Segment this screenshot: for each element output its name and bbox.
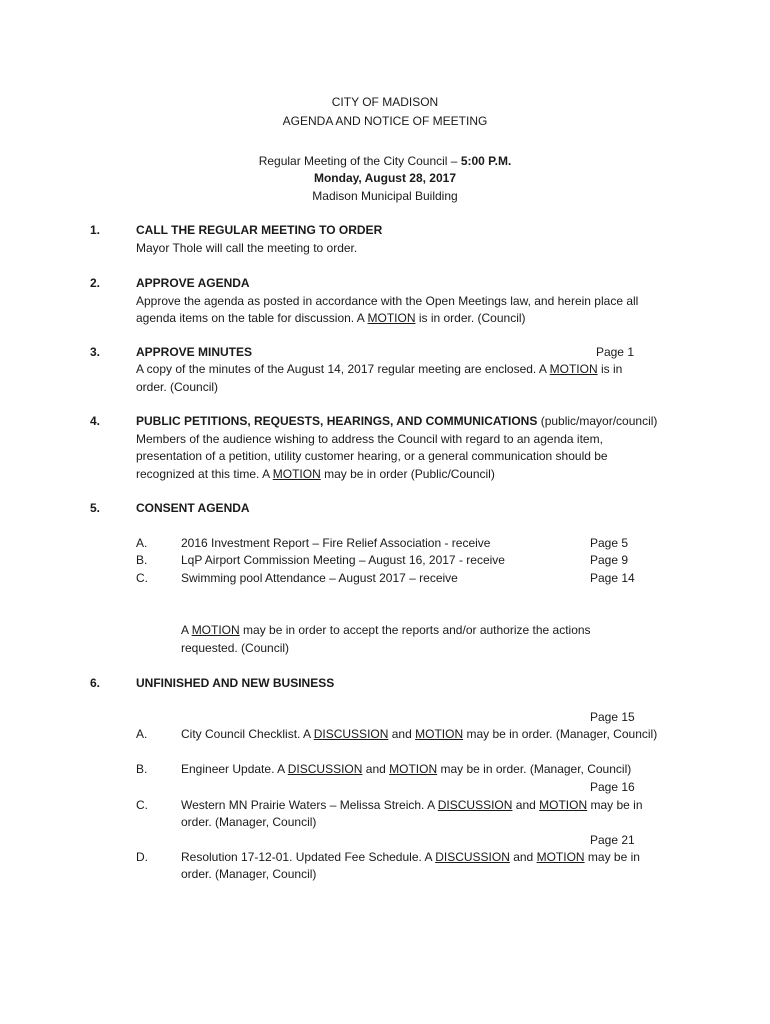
meeting-date: Monday, August 28, 2017 <box>313 171 457 185</box>
item-letter: B. <box>136 553 148 567</box>
document-title: AGENDA AND NOTICE OF MEETING <box>282 114 488 128</box>
section-heading: CONSENT AGENDA <box>136 501 250 515</box>
text-fragment: recognized at this time. A <box>136 467 273 481</box>
text-fragment: may be in <box>587 798 643 812</box>
consent-note: requested. (Council) <box>181 641 290 655</box>
meeting-time: 5:00 P.M. <box>460 154 512 168</box>
page-reference: Page 16 <box>590 780 635 794</box>
section-heading: UNFINISHED AND NEW BUSINESS <box>136 676 335 690</box>
section-number: 5. <box>90 501 101 515</box>
section-text <box>136 310 526 328</box>
motion-term: MOTION <box>536 850 585 864</box>
text-fragment: Resolution 17-12-01. Updated Fee Schedule. A <box>181 850 436 864</box>
section-heading: CALL THE REGULAR MEETING TO ORDER <box>136 223 383 237</box>
consent-item: Swimming pool Attendance – August 2017 – receive <box>181 571 458 585</box>
page-reference: Page 15 <box>590 710 635 724</box>
text-fragment: may be in order. (Manager, Council) <box>437 762 632 776</box>
motion-term: MOTION <box>389 762 438 776</box>
business-item <box>181 726 657 744</box>
page-reference: Page 9 <box>590 553 629 567</box>
text-fragment: and <box>512 798 540 812</box>
motion-term: MOTION <box>367 311 416 325</box>
section-heading: PUBLIC PETITIONS, REQUESTS, HEARINGS, AND COMMUNICATIONS <box>136 414 538 428</box>
meeting-location: Madison Municipal Building <box>312 189 458 203</box>
business-item-continued: order. (Manager, Council) <box>181 815 317 829</box>
text-fragment: may be in <box>584 850 640 864</box>
motion-term: MOTION <box>549 362 598 376</box>
motion-term: MOTION <box>415 727 464 741</box>
text-fragment: Engineer Update. A <box>181 762 288 776</box>
text-fragment: is in order. (Council) <box>415 311 526 325</box>
section-text: Mayor Thole will call the meeting to order. <box>136 241 358 255</box>
section-text: Members of the audience wishing to address the Council with regard to an agenda item, <box>136 432 603 446</box>
motion-term: MOTION <box>272 467 321 481</box>
business-item-continued: order. (Manager, Council) <box>181 867 317 881</box>
discussion-term: DISCUSSION <box>287 762 363 776</box>
text-fragment: Western MN Prairie Waters – Melissa Streich. A <box>181 798 438 812</box>
motion-term: MOTION <box>539 798 588 812</box>
text-fragment: and <box>362 762 390 776</box>
meeting-prefix: Regular Meeting of the City Council – <box>258 154 461 168</box>
text-fragment: A <box>181 623 192 637</box>
item-letter: B. <box>136 762 148 776</box>
text-fragment: and <box>509 850 537 864</box>
section-number: 4. <box>90 414 101 428</box>
page-reference: Page 5 <box>590 536 629 550</box>
business-item <box>181 849 640 867</box>
motion-term: MOTION <box>191 623 240 637</box>
text-fragment: may be in order (Public/Council) <box>320 467 495 481</box>
item-letter: A. <box>136 727 148 741</box>
section-text: order. (Council) <box>136 380 219 394</box>
page-reference: Page 14 <box>590 571 635 585</box>
business-item <box>181 797 643 815</box>
consent-item: LqP Airport Commission Meeting – August 16, 2017 - receive <box>181 553 505 567</box>
section-number: 3. <box>90 345 101 359</box>
city-name: CITY OF MADISON <box>331 95 439 109</box>
consent-item: 2016 Investment Report – Fire Relief Association - receive <box>181 536 491 550</box>
page-reference: Page 21 <box>590 833 635 847</box>
section-heading: APPROVE AGENDA <box>136 276 250 290</box>
item-letter: A. <box>136 536 148 550</box>
section-heading-line <box>136 413 657 431</box>
section-text: presentation of a petition, utility customer hearing, or a general communication should be <box>136 449 608 463</box>
business-item <box>181 761 631 779</box>
section-number: 2. <box>90 276 101 290</box>
text-fragment: may be in order. (Manager, Council) <box>463 727 658 741</box>
item-letter: D. <box>136 850 148 864</box>
section-text <box>136 361 622 379</box>
text-fragment: and <box>388 727 416 741</box>
item-letter: C. <box>136 798 148 812</box>
text-fragment: agenda items on the table for discussion. A <box>136 311 368 325</box>
text-fragment: City Council Checklist. A <box>181 727 314 741</box>
discussion-term: DISCUSSION <box>437 798 513 812</box>
section-text <box>136 466 495 484</box>
text-fragment: A copy of the minutes of the August 14, 2017 regular meeting are enclosed. A <box>136 362 550 376</box>
page-reference: Page 1 <box>595 345 634 359</box>
section-number: 1. <box>90 223 101 237</box>
section-text: Approve the agenda as posted in accordance with the Open Meetings law, and herein place all <box>136 294 639 308</box>
text-fragment: may be in order to accept the reports and/or authorize the actions <box>239 623 591 637</box>
discussion-term: DISCUSSION <box>435 850 510 864</box>
meeting-line <box>0 153 770 171</box>
text-fragment: is in <box>597 362 623 376</box>
consent-note <box>181 622 591 640</box>
section-heading: APPROVE MINUTES <box>136 345 253 359</box>
section-number: 6. <box>90 676 101 690</box>
heading-suffix: (public/mayor/council) <box>537 414 658 428</box>
item-letter: C. <box>136 571 148 585</box>
discussion-term: DISCUSSION <box>313 727 389 741</box>
